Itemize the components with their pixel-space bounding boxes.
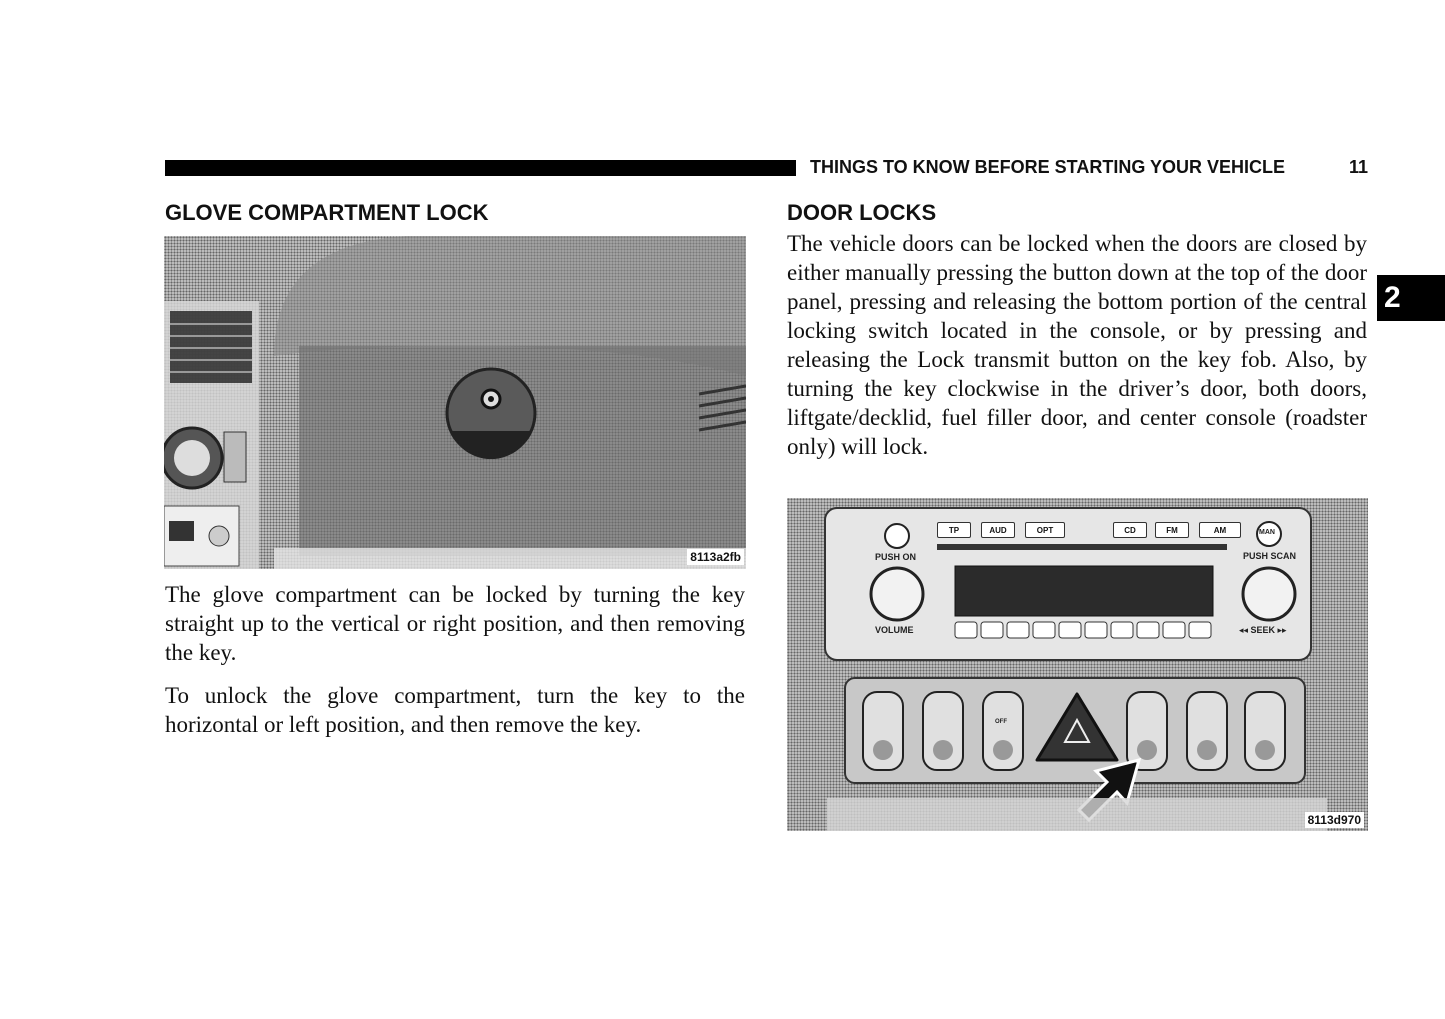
door-locks-paragraph: The vehicle doors can be locked when the doors are closed by either manually pressing the button down at the top of the door panel, pressing and releasing the bottom portion of the central locking switch located in the console, or by pressing and releasing the Lock transmit button on the key fob. Also, by turning the key clockwise in the driver’s door, both doors, liftgate/decklid, fuel filler door, and center console (roadster only) will lock. <box>787 231 1367 459</box>
band-button-aud: AUD <box>981 522 1015 538</box>
push-scan-label: PUSH SCAN <box>1243 551 1297 561</box>
man-label: MAN <box>1259 529 1275 536</box>
band-button-am: AM <box>1199 522 1241 538</box>
seek-label: ◂◂ SEEK ▸▸ <box>1239 625 1287 635</box>
figure-code: 8113a2fb <box>687 549 744 565</box>
volume-label: VOLUME <box>875 625 914 635</box>
band-button-opt: OPT <box>1025 522 1065 538</box>
band-button-tp: TP <box>937 522 971 538</box>
running-header <box>810 157 1368 178</box>
console-figure <box>787 498 1368 831</box>
glove-compartment-heading: GLOVE COMPARTMENT LOCK <box>165 200 489 225</box>
off-label: OFF <box>995 719 1007 725</box>
chapter-number: 2 <box>1384 281 1401 314</box>
glove-compartment-figure <box>164 236 746 569</box>
band-button-fm: FM <box>1155 522 1189 538</box>
console-illustration <box>787 498 1368 831</box>
chapter-tab <box>1377 275 1445 321</box>
push-on-label: PUSH ON <box>875 552 917 562</box>
band-button-cd: CD <box>1113 522 1147 538</box>
door-locks-heading: DOOR LOCKS <box>787 200 937 225</box>
glove-lock-paragraph: The glove compartment can be locked by turning the key straight up to the vertical or right position, and then removing the key. <box>165 582 745 665</box>
section-title: THINGS TO KNOW BEFORE STARTING YOUR VEHICLE <box>810 157 1286 177</box>
page-number: 11 <box>1348 157 1368 177</box>
glove-unlock-paragraph: To unlock the glove compartment, turn the key to the horizontal or left position, and then remove the key. <box>165 683 745 737</box>
glove-compartment-illustration <box>164 236 746 569</box>
figure-code: 8113d970 <box>1305 812 1364 828</box>
header-rule <box>165 160 796 176</box>
